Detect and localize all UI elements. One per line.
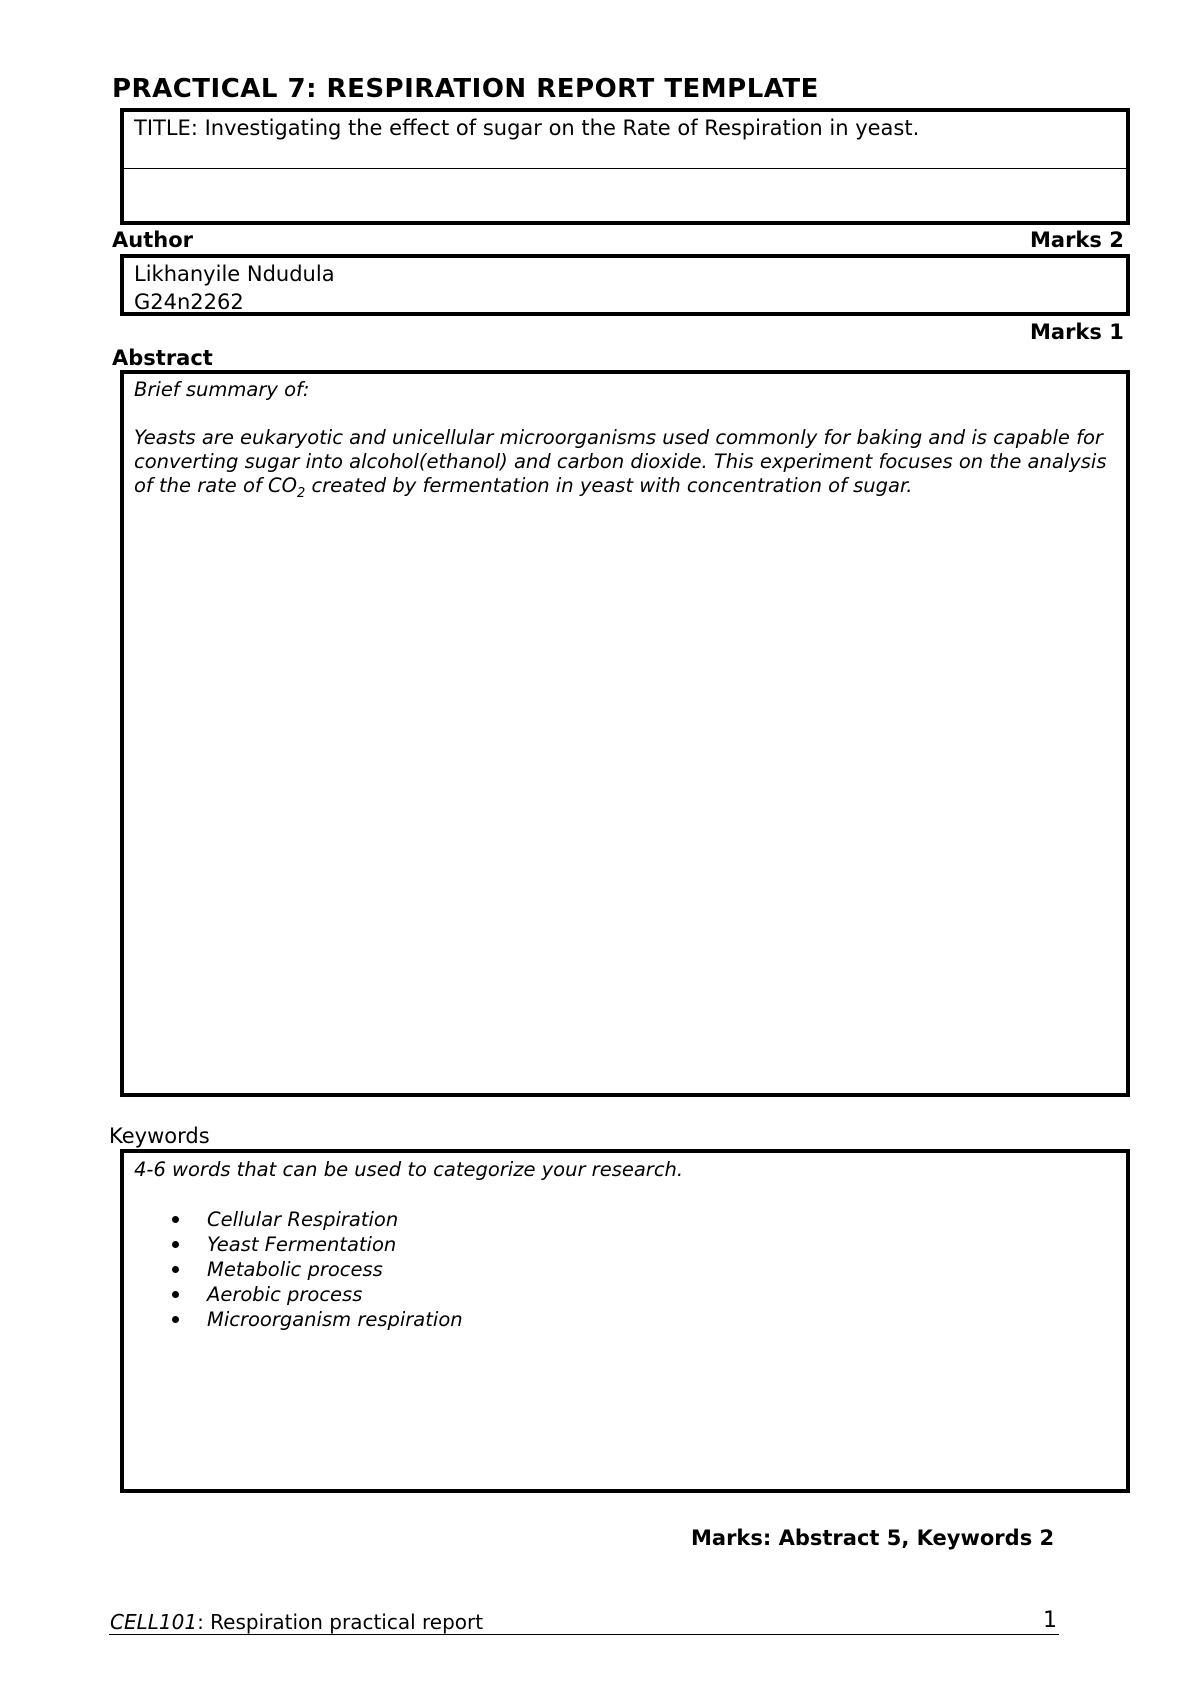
keyword-item: Metabolic process [207,1257,1116,1282]
keywords-prompt: 4-6 words that can be used to categorize your research. [134,1158,684,1181]
author-label: Author [112,228,193,252]
author-marks: Marks 2 [1030,228,1124,252]
abstract-body-subscript: 2 [296,485,306,501]
page-title: PRACTICAL 7: RESPIRATION REPORT TEMPLATE [112,74,819,104]
abstract-body-part2: created by fermentation in yeast with concentration of sugar. [305,474,913,497]
bullet-icon [172,1291,179,1298]
marks-summary: Marks: Abstract 5, Keywords 2 [691,1526,1055,1550]
keyword-item: Yeast Fermentation [207,1232,1116,1257]
abstract-label: Abstract [112,346,213,370]
keyword-item: Aerobic process [207,1282,1116,1307]
title-box-empty-row [124,169,1126,221]
author-marks-after: Marks 1 [1030,320,1124,344]
abstract-box [120,370,1130,1097]
footer [110,1610,483,1634]
bullet-icon [172,1241,179,1248]
keyword-item: Microorganism respiration [207,1307,1116,1332]
abstract-prompt: Brief summary of: [134,378,310,401]
report-title: TITLE: Investigating the effect of sugar on the Rate of Respiration in yeast. [124,112,1126,169]
keywords-box [120,1149,1130,1493]
footer-rule [109,1634,1059,1635]
abstract-body-part1: Yeasts are eukaryotic and unicellular microorganisms used commonly for baking and is capable for converting sugar into alcohol(ethanol) and carbon dioxide. This experiment focuses on the analysis of the rate of CO [134,426,1107,497]
keyword-item: Cellular Respiration [207,1207,1116,1232]
bullet-icon [172,1316,179,1323]
bullet-icon [172,1216,179,1223]
abstract-body [134,426,1116,506]
author-name: Likhanyile Ndudula [134,262,335,286]
author-box [120,254,1130,316]
footer-text: : Respiration practical report [197,1610,484,1634]
page-number: 1 [1043,1608,1057,1633]
keywords-list [134,1207,1116,1332]
bullet-icon [172,1266,179,1273]
title-box [120,108,1130,225]
student-id: G24n2262 [134,290,244,314]
footer-course: CELL101 [110,1610,198,1634]
keywords-label: Keywords [109,1124,210,1148]
